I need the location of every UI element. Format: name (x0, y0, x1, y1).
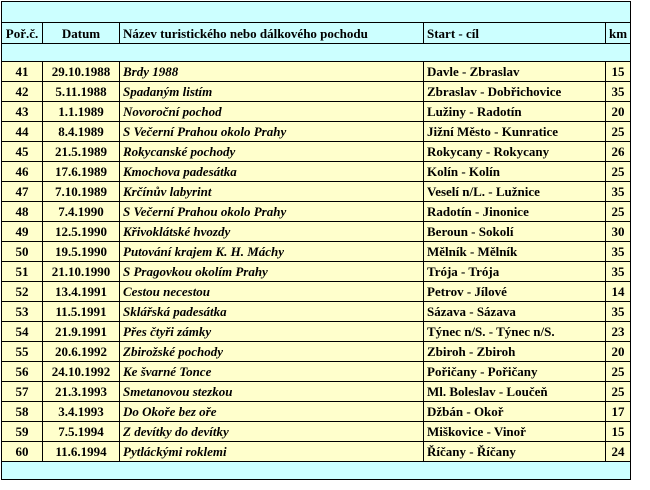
cell-name: S Pragovkou okolím Prahy (120, 262, 424, 282)
cell-route: Radotín - Jinonice (424, 202, 606, 222)
cell-km: 20 (606, 342, 631, 362)
cell-km: 30 (606, 222, 631, 242)
cell-name: Kmochova padesátka (120, 162, 424, 182)
cell-km: 24 (606, 442, 631, 462)
cell-name: Spadaným listím (120, 82, 424, 102)
spacer-row (2, 44, 631, 62)
header-row (2, 23, 631, 44)
cell-name: Rokycanské pochody (120, 142, 424, 162)
hiking-events-table (1, 1, 631, 480)
cell-num: 51 (2, 262, 43, 282)
cell-date: 1.1.1989 (43, 102, 120, 122)
cell-route: Zbraslav - Dobřichovice (424, 82, 606, 102)
cell-km: 25 (606, 202, 631, 222)
table-row (2, 262, 631, 282)
header-num: Poř.č. (2, 23, 43, 44)
cell-date: 11.6.1994 (43, 442, 120, 462)
cell-date: 11.5.1991 (43, 302, 120, 322)
cell-name: Pytláckými roklemi (120, 442, 424, 462)
cell-route: Trója - Trója (424, 262, 606, 282)
cell-route: Sázava - Sázava (424, 302, 606, 322)
cell-num: 52 (2, 282, 43, 302)
cell-num: 50 (2, 242, 43, 262)
cell-route: Miškovice - Vinoř (424, 422, 606, 442)
cell-route: Ml. Boleslav - Loučeň (424, 382, 606, 402)
cell-date: 12.5.1990 (43, 222, 120, 242)
cell-km: 25 (606, 362, 631, 382)
cell-route: Rokycany - Rokycany (424, 142, 606, 162)
cell-num: 49 (2, 222, 43, 242)
cell-date: 20.6.1992 (43, 342, 120, 362)
cell-km: 35 (606, 242, 631, 262)
top-band-cell (2, 2, 631, 23)
table-row (2, 382, 631, 402)
cell-name: S Večerní Prahou okolo Prahy (120, 122, 424, 142)
cell-km: 23 (606, 322, 631, 342)
cell-date: 29.10.1988 (43, 62, 120, 82)
cell-num: 43 (2, 102, 43, 122)
cell-route: Beroun - Sokolí (424, 222, 606, 242)
cell-num: 59 (2, 422, 43, 442)
cell-route: Davle - Zbraslav (424, 62, 606, 82)
table-row (2, 322, 631, 342)
cell-route: Pořičany - Pořičany (424, 362, 606, 382)
table-row (2, 142, 631, 162)
cell-km: 14 (606, 282, 631, 302)
cell-route: Veselí n/L. - Lužnice (424, 182, 606, 202)
header-route: Start - cíl (424, 23, 606, 44)
cell-name: Z devítky do devítky (120, 422, 424, 442)
cell-num: 60 (2, 442, 43, 462)
cell-name: Smetanovou stezkou (120, 382, 424, 402)
cell-name: Putování krajem K. H. Máchy (120, 242, 424, 262)
cell-km: 26 (606, 142, 631, 162)
cell-date: 5.11.1988 (43, 82, 120, 102)
cell-num: 44 (2, 122, 43, 142)
cell-date: 21.10.1990 (43, 262, 120, 282)
top-band-row (2, 2, 631, 23)
cell-km: 35 (606, 82, 631, 102)
cell-route: Petrov - Jílové (424, 282, 606, 302)
table-row (2, 222, 631, 242)
cell-route: Mělník - Mělník (424, 242, 606, 262)
cell-km: 25 (606, 382, 631, 402)
table-row (2, 422, 631, 442)
table-row (2, 402, 631, 422)
cell-num: 48 (2, 202, 43, 222)
cell-name: Křivoklátské hvozdy (120, 222, 424, 242)
table-row (2, 342, 631, 362)
cell-num: 46 (2, 162, 43, 182)
cell-date: 21.3.1993 (43, 382, 120, 402)
spacer-cell (2, 44, 631, 62)
cell-num: 54 (2, 322, 43, 342)
cell-route: Lužiny - Radotín (424, 102, 606, 122)
cell-date: 17.6.1989 (43, 162, 120, 182)
cell-km: 25 (606, 162, 631, 182)
cell-date: 8.4.1989 (43, 122, 120, 142)
table-row (2, 182, 631, 202)
cell-num: 47 (2, 182, 43, 202)
cell-date: 13.4.1991 (43, 282, 120, 302)
cell-date: 21.9.1991 (43, 322, 120, 342)
cell-date: 7.10.1989 (43, 182, 120, 202)
cell-num: 56 (2, 362, 43, 382)
header-km: km (606, 23, 631, 44)
cell-name: Sklářská padesátka (120, 302, 424, 322)
table-row (2, 202, 631, 222)
table-row (2, 442, 631, 462)
cell-num: 57 (2, 382, 43, 402)
cell-name: Zbirožské pochody (120, 342, 424, 362)
table-row (2, 122, 631, 142)
cell-name: Brdy 1988 (120, 62, 424, 82)
table-row (2, 242, 631, 262)
cell-name: Krčínův labyrint (120, 182, 424, 202)
table-row (2, 102, 631, 122)
cell-num: 53 (2, 302, 43, 322)
cell-date: 7.5.1994 (43, 422, 120, 442)
cell-km: 35 (606, 262, 631, 282)
table-row (2, 302, 631, 322)
blank-cell (2, 462, 631, 480)
cell-date: 7.4.1990 (43, 202, 120, 222)
cell-route: Džbán - Okoř (424, 402, 606, 422)
cell-date: 3.4.1993 (43, 402, 120, 422)
cell-route: Jižní Město - Kunratice (424, 122, 606, 142)
cell-km: 20 (606, 102, 631, 122)
cell-km: 15 (606, 422, 631, 442)
cell-km: 15 (606, 62, 631, 82)
cell-num: 41 (2, 62, 43, 82)
table-row (2, 162, 631, 182)
cell-date: 24.10.1992 (43, 362, 120, 382)
cell-km: 25 (606, 122, 631, 142)
cell-num: 45 (2, 142, 43, 162)
cell-num: 58 (2, 402, 43, 422)
cell-route: Kolín - Kolín (424, 162, 606, 182)
cell-num: 55 (2, 342, 43, 362)
cell-route: Týnec n/S. - Týnec n/S. (424, 322, 606, 342)
blank-row (2, 462, 631, 480)
cell-num: 42 (2, 82, 43, 102)
cell-route: Zbiroh - Zbiroh (424, 342, 606, 362)
table-row (2, 282, 631, 302)
cell-name: Cestou necestou (120, 282, 424, 302)
table-container (1, 1, 631, 480)
cell-km: 35 (606, 182, 631, 202)
cell-route: Říčany - Říčany (424, 442, 606, 462)
cell-km: 17 (606, 402, 631, 422)
header-name: Název turistického nebo dálkového pochodu (120, 23, 424, 44)
cell-name: Ke švarné Tonce (120, 362, 424, 382)
cell-date: 21.5.1989 (43, 142, 120, 162)
table-row (2, 82, 631, 102)
cell-name: S Večerní Prahou okolo Prahy (120, 202, 424, 222)
cell-name: Do Okoře bez oře (120, 402, 424, 422)
cell-date: 19.5.1990 (43, 242, 120, 262)
cell-name: Přes čtyři zámky (120, 322, 424, 342)
table-row (2, 62, 631, 82)
header-date: Datum (43, 23, 120, 44)
table-row (2, 362, 631, 382)
cell-name: Novoroční pochod (120, 102, 424, 122)
cell-km: 35 (606, 302, 631, 322)
